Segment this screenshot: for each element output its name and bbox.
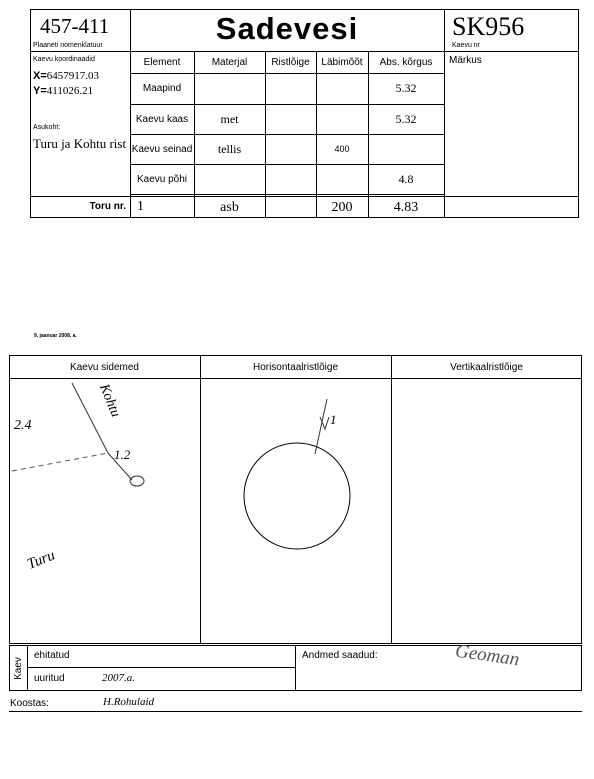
map-number-caption: Plaaneti nomenklatuur bbox=[33, 42, 103, 49]
surveyed-label: uuritud bbox=[34, 673, 65, 684]
col-cross: Ristlõige bbox=[271, 56, 310, 68]
coords-label: Kaevu koordinaadid bbox=[33, 56, 95, 63]
well-id: SK956 bbox=[452, 12, 525, 41]
hand-24: 2.4 bbox=[14, 418, 32, 433]
coord-y: Y=411026.21 bbox=[33, 85, 94, 97]
footer-side-label-wrap bbox=[9, 645, 27, 691]
col-abs: Abs. kõrgus bbox=[379, 56, 433, 68]
row-element: Kaevu kaas bbox=[135, 113, 189, 125]
col-diameter: Läbimõõt bbox=[321, 56, 363, 68]
sketch-col2-title: Horisontaalristlõige bbox=[252, 362, 339, 373]
row-diameter bbox=[316, 164, 368, 194]
pipe-label: Toru nr. bbox=[89, 201, 126, 212]
row-diameter: 400 bbox=[334, 144, 350, 154]
hand-arrow-label: 1 bbox=[330, 412, 337, 427]
data-source-label: Andmed saadud: bbox=[302, 650, 378, 661]
col-notes: Märkus bbox=[449, 55, 482, 66]
row-material: tellis bbox=[217, 141, 242, 156]
location-value: Turu ja Kohtu rist bbox=[33, 136, 127, 151]
author-value: H.Rohulaid bbox=[103, 696, 155, 708]
row-abs bbox=[368, 134, 444, 164]
horizontal-section-sketch bbox=[201, 379, 391, 643]
row-abs: 5.32 bbox=[395, 81, 417, 95]
pipe-material: asb bbox=[220, 199, 239, 215]
pipe-number: 1 bbox=[137, 199, 144, 214]
row-diameter bbox=[316, 73, 368, 104]
location-label: Asukoht: bbox=[33, 124, 61, 131]
pipe-diameter: 200 bbox=[331, 199, 353, 215]
page-title: Sadevesi bbox=[215, 11, 359, 46]
built-label: ehitatud bbox=[34, 650, 70, 661]
data-source-value: Geoman bbox=[453, 640, 521, 671]
author-underline bbox=[9, 711, 582, 712]
hand-turu: Turu bbox=[25, 547, 58, 573]
pipe-abs: 4.83 bbox=[393, 199, 419, 215]
map-number: 457-411 bbox=[40, 14, 110, 38]
footer-side-label: Kaev bbox=[12, 656, 24, 680]
row-abs: 5.32 bbox=[395, 111, 417, 126]
sketch-col3-title: Vertikaalristlõige bbox=[450, 362, 523, 373]
hand-kohtu: Kohtu bbox=[96, 382, 123, 420]
sketch-col1-title: Kaevu sidemed bbox=[70, 362, 139, 373]
row-element: Kaevu põhi bbox=[136, 173, 188, 185]
row-abs: 4.8 bbox=[398, 171, 414, 186]
surveyed-value: 2007.a. bbox=[102, 672, 135, 684]
hand-12: 1.2 bbox=[114, 447, 131, 462]
row-element: Maapind bbox=[142, 83, 182, 94]
row-element: Kaevu seinad bbox=[131, 143, 193, 155]
row-material: met bbox=[220, 111, 239, 126]
date-note: 9. jaanuar 2008. a. bbox=[34, 333, 77, 339]
connections-sketch bbox=[10, 379, 200, 643]
col-element: Element bbox=[143, 56, 181, 68]
row-material bbox=[194, 73, 265, 104]
col-material: Materjal bbox=[211, 56, 248, 68]
well-id-caption: Kaevu nr bbox=[452, 42, 481, 49]
coord-x: X=6457917.03 bbox=[33, 70, 100, 82]
author-label: Koostas: bbox=[10, 698, 49, 709]
row-material bbox=[194, 164, 265, 194]
row-diameter bbox=[316, 104, 368, 134]
